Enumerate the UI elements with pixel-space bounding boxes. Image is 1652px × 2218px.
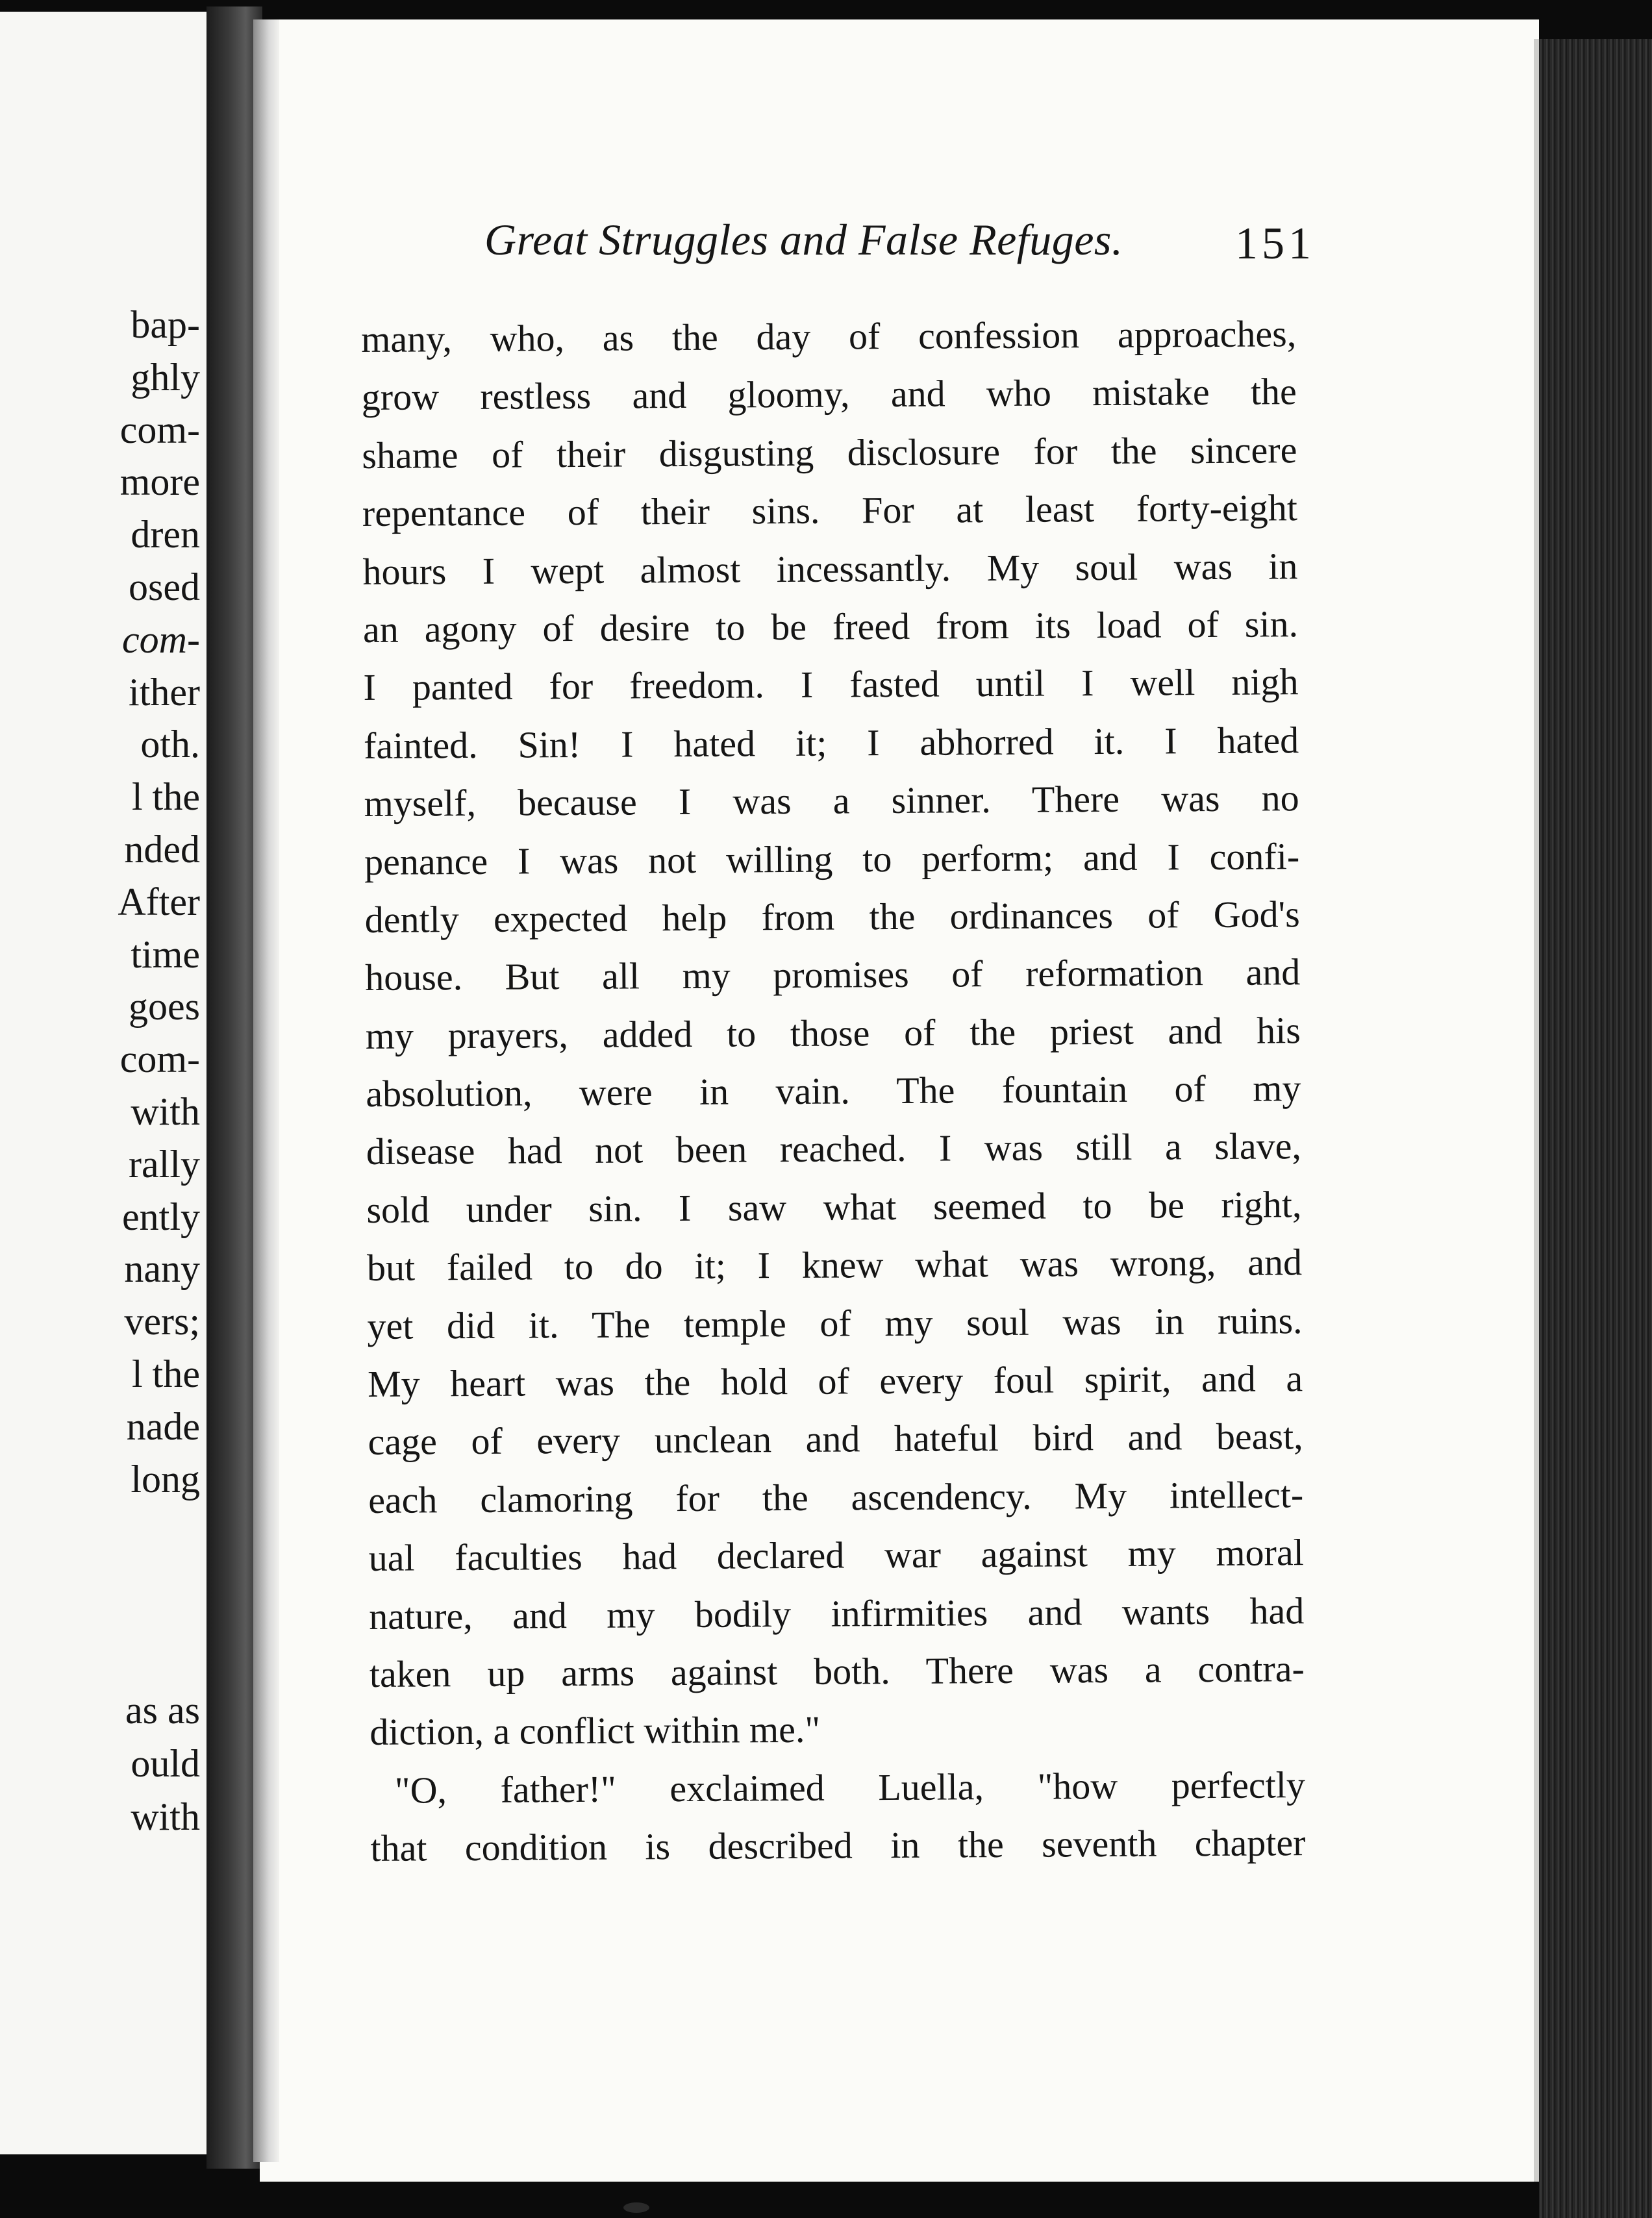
text-line: diction, a conflict within me." [369, 1708, 821, 1754]
left-page-text-fragment: ould [131, 1742, 200, 1785]
page-stack [1539, 39, 1652, 2218]
left-page-text-fragment: ither [129, 670, 200, 714]
text-line: penance I was not willing to perform; and I confi- [364, 834, 1300, 883]
body-text [361, 305, 1306, 1877]
left-page-text-fragment: goes [129, 985, 200, 1028]
text-line: ual faculties had declared war against my moral [368, 1531, 1304, 1580]
text-line: fainted. Sin! I hated it; I abhorred it. I hated [363, 718, 1299, 767]
left-page-text-fragment: with [131, 1090, 200, 1133]
text-line: taken up arms against both. There was a contra- [369, 1647, 1305, 1695]
left-page-text-fragment: com- [119, 1038, 200, 1081]
text-line: cage of every unclean and hateful bird and beast, [368, 1415, 1303, 1464]
text-line: grow restless and gloomy, and who mistake the [361, 370, 1297, 419]
text-line: nature, and my bodily infirmities and wants had [369, 1589, 1305, 1638]
text-line: yet did it. The temple of my soul was in ruins. [367, 1299, 1303, 1347]
text-line: dently expected help from the ordinances of God's [364, 893, 1300, 941]
left-page-text-fragment: ghly [131, 355, 200, 399]
text-line: absolution, were in vain. The fountain of my [366, 1067, 1301, 1115]
text-line: sold under sin. I saw what seemed to be right, [366, 1183, 1302, 1231]
left-page-text-fragment: nade [126, 1404, 200, 1448]
left-page-text-fragment: with [131, 1795, 200, 1838]
left-page-text-fragment: nany [124, 1247, 200, 1291]
left-page-text-fragment: dren [131, 513, 200, 556]
text-line: house. But all my promises of reformation and [365, 951, 1301, 999]
text-line: shame of their disgusting disclosure for the sincere [362, 428, 1297, 477]
text-line: myself, because I was a sinner. There was no [364, 777, 1299, 825]
text-line: each clamoring for the ascendency. My intellect- [368, 1473, 1304, 1521]
page-number: 151 [1235, 219, 1315, 269]
left-page-text-fragment: more [119, 460, 200, 504]
left-page-text-fragment: long [131, 1457, 200, 1501]
left-page-text-fragment: l the [132, 1352, 200, 1395]
text-line: an agony of desire to be freed from its load of sin. [362, 603, 1299, 651]
left-page-text-fragment: vers; [124, 1300, 200, 1343]
text-line: My heart was the hold of every foul spirit, and a [367, 1357, 1303, 1405]
left-page-text-fragment: rally [129, 1142, 200, 1186]
left-page-text-fragment: l the [132, 775, 200, 819]
text-line: I panted for freedom. I fasted until I well nigh [363, 660, 1299, 709]
text-line: hours I wept almost incessantly. My soul was in [362, 544, 1298, 593]
left-page-text-fragment: ently [122, 1195, 200, 1238]
text-line: "O, father!" exclaimed Luella, "how perfectly [394, 1763, 1306, 1812]
left-page-text-fragment: com- [122, 617, 200, 661]
text-line: repentance of their sins. For at least forty-eight [362, 486, 1298, 535]
ink-mark [623, 2202, 649, 2213]
left-page-text-fragment: bap- [131, 303, 200, 346]
text-line: disease had not been reached. I was still a slave, [366, 1125, 1302, 1173]
left-page-text-fragment: After [118, 880, 200, 923]
left-page-text-fragment: time [131, 932, 200, 976]
left-page-text-fragment: osed [129, 566, 200, 608]
running-header: Great Struggles and False Refuges. [484, 215, 1123, 264]
left-page-fragment [0, 12, 206, 2154]
text-line: but failed to do it; I knew what was wrong, and [366, 1241, 1303, 1290]
left-page-text-fragment: com- [119, 408, 200, 451]
left-page-text-fragment: nded [124, 828, 200, 871]
text-line: many, who, as the day of confession approaches, [361, 312, 1297, 360]
text-line: that condition is described in the seventh chapter [370, 1821, 1306, 1870]
left-page-text-fragment: oth. [140, 723, 200, 766]
page-curve-shadow [253, 19, 279, 2162]
left-page-text-fragment: as as [125, 1689, 200, 1732]
text-line: my prayers, added to those of the priest and his [365, 1008, 1301, 1057]
